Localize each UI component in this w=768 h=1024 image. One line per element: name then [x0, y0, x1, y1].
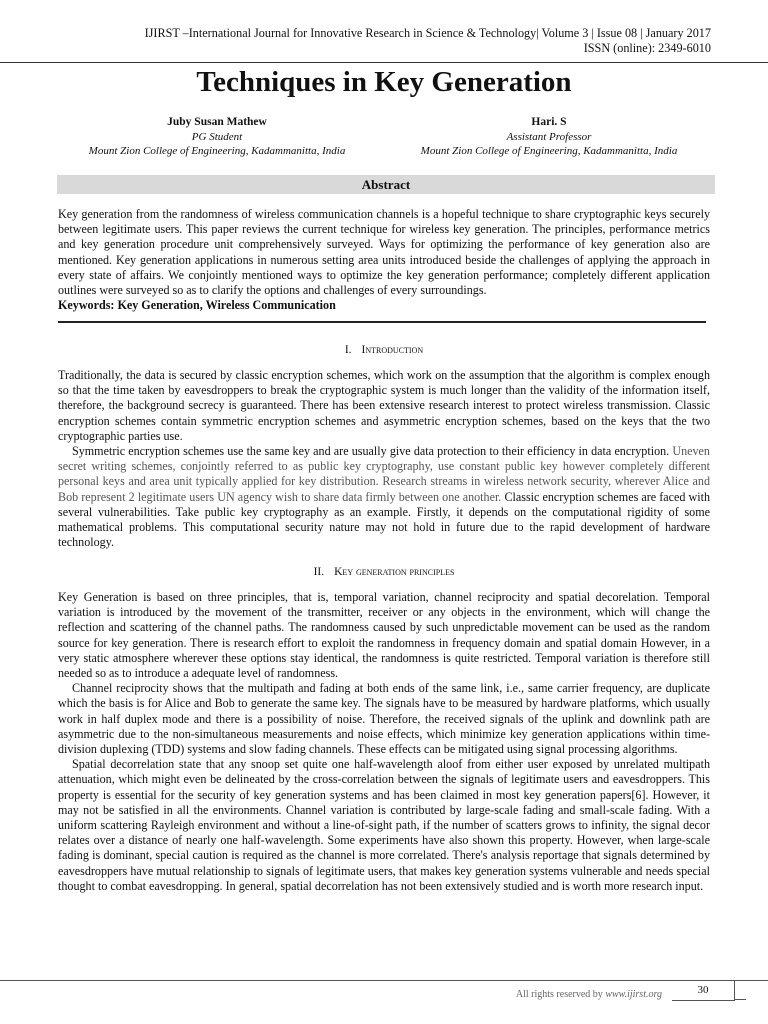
page-number: 30 [672, 980, 735, 1001]
abstract-heading: Abstract [57, 175, 715, 194]
paragraph-text: Symmetric encryption schemes use the same key and are usually give data protection to their efficiency in data encryption. [72, 444, 670, 459]
abstract-text: Key generation from the randomness of wireless communication channels is a hopeful technique to share cryptographic keys securely between legitimate users. This paper reviews the current technique for wireless key generation. The principles, performance metrics and key generation procedure unit comprehensively surveyed. Ways for optimizing the performance of key generation also are mentioned. Key generation applications in numerous setting area units introduced beside the challenges of applying the approach in every state of affairs. We conjointly mentioned ways to optimize the key generation performance; completely different application outlines were surveyed so as to clarify the options and challenges of every surroundings. [58, 207, 710, 298]
footer-rights [400, 989, 662, 1000]
rights-text: All rights reserved by [515, 989, 606, 1000]
author-role: PG Student [191, 130, 243, 143]
author-affiliation: Mount Zion College of Engineering, Kadammanitta, India [88, 145, 346, 157]
page-box-edge [734, 999, 746, 1000]
keywords: Keywords: Key Generation, Wireless Communication [58, 298, 336, 313]
paragraph: Traditionally, the data is secured by classic encryption schemes, which work on the assumption that the algorithm is complex enough so that the time taken by eavesdroppers to break the cryptographic system is much longer than the validity of the information itself, therefore, the background secrecy is guaranteed. There has been extensive research interest to protect wireless transmission. Classic encryption schemes contain symmetric encryption schemes and asymmetric encryption schemes, based on the keys that the two cryptographic parties use. [58, 368, 710, 443]
gray-text: Uneven secret writing schemes, conjointly referred to as public key cryptography, use constant public key however completely different personal keys and area unit typically applied for key distribution. Research streams in wireless network security, wherever Alice and Bob represent 2 legitimate users UN agency wish to share data firmly between one another. [58, 444, 710, 504]
paper-title: Techniques in Key Generation [196, 66, 572, 98]
paragraph: Spatial decorrelation state that any snoop set quite one half-wavelength aloof from either user exposed by unrelated multipath attenuation, which might even be delineated by the cross-correlation between the signals of legitimate users and eavesdroppers. This property is essential for the security of key generation systems and has been claimed in most key generation papers[6]. However, it may not be satisfied in all the environments. Channel variation is contributed by large-scale fading and small-scale fading. With a uniform scattering Rayleigh environment and without a line-of-sight path, if the number of scatters grows to infinity, the signal decor relates over a distance of nearly one half-wavelength. Some experiments have also shown this property. However, when large-scale fading is dominant, special caution is required as the channel is more correlated. There's analysis reportage that signals determined by eavesdroppers have mutual relationship to signals of legitimate users, that makes key generation systems vulnerable and needs special thought to combat eavesdropping. In general, spatial decorrelation has not been extensively studied and is worth more research input. [58, 757, 710, 893]
section-number: II. [313, 566, 325, 578]
paragraph [58, 444, 710, 550]
section-title: Key generation principles [334, 566, 455, 578]
paragraph-text: Classic encryption schemes are faced with several vulnerabilities. Take public key cryptography as an example. Firstly, it depends on the computational rigidity of some mathematical problems. This computational security nature may not hold in future due to the rapid development of hardware technology. [58, 489, 711, 550]
introduction-body [58, 368, 710, 550]
author-role: Assistant Professor [506, 130, 592, 143]
section-title: Introduction [361, 344, 424, 356]
paragraph: Key Generation is based on three principles, that is, temporal variation, channel reciprocity and spatial decorelation. Temporal variation is introduced by the movement of the transmitter, receiver or any objects in the environment, which will change the reflection and scattering of the channel paths. The randomness caused by such unpredictable movement can be used as the random source for key generation. There is research effort to exploit the randomness in frequency domain and spatial domain However, in a very static atmosphere wherever these options stay identical, the randomness is quite restricted. Temporal variation is therefore still needed so as to introduce a adequate level of randomness. [58, 590, 710, 681]
author-block-2 [384, 115, 714, 159]
section-heading-introduction [0, 343, 768, 357]
footer-rule [0, 980, 768, 981]
section-number: I. [344, 344, 352, 356]
author-affiliation: Mount Zion College of Engineering, Kadammanitta, India [420, 145, 678, 157]
abstract-rule [58, 321, 706, 323]
website-link[interactable]: www.ijirst.org [605, 989, 662, 1000]
author-name: Juby Susan Mathew [167, 116, 267, 128]
section-heading-key-generation-principles [0, 565, 768, 579]
author-block-1 [52, 115, 382, 159]
journal-header [71, 26, 711, 56]
issn-line: ISSN (online): 2349-6010 [583, 41, 711, 55]
paragraph: Channel reciprocity shows that the multipath and fading at both ends of the same link, i.e., same carrier frequency, are duplicate which the basis is for Alice and Bob to generate the same key. The signals have to be measured by hardware platforms, which usually work in half duplex mode and there is a possibility of noise. Therefore, the received signals of the uplink and downlink path are asymmetric due to the non-simultaneous measurements and noise effects, which minimize key generation applications within time-division duplexing (TDD) systems and slow fading channels. These effects can be mitigated using signal processing algorithms. [58, 681, 710, 757]
journal-line: IJIRST –International Journal for Innovative Research in Science & Technology| Volume 3 | Issue 08 | January 2017 [144, 26, 711, 40]
author-name: Hari. S [531, 116, 567, 128]
abstract-body [58, 207, 710, 313]
principles-body [58, 590, 710, 894]
